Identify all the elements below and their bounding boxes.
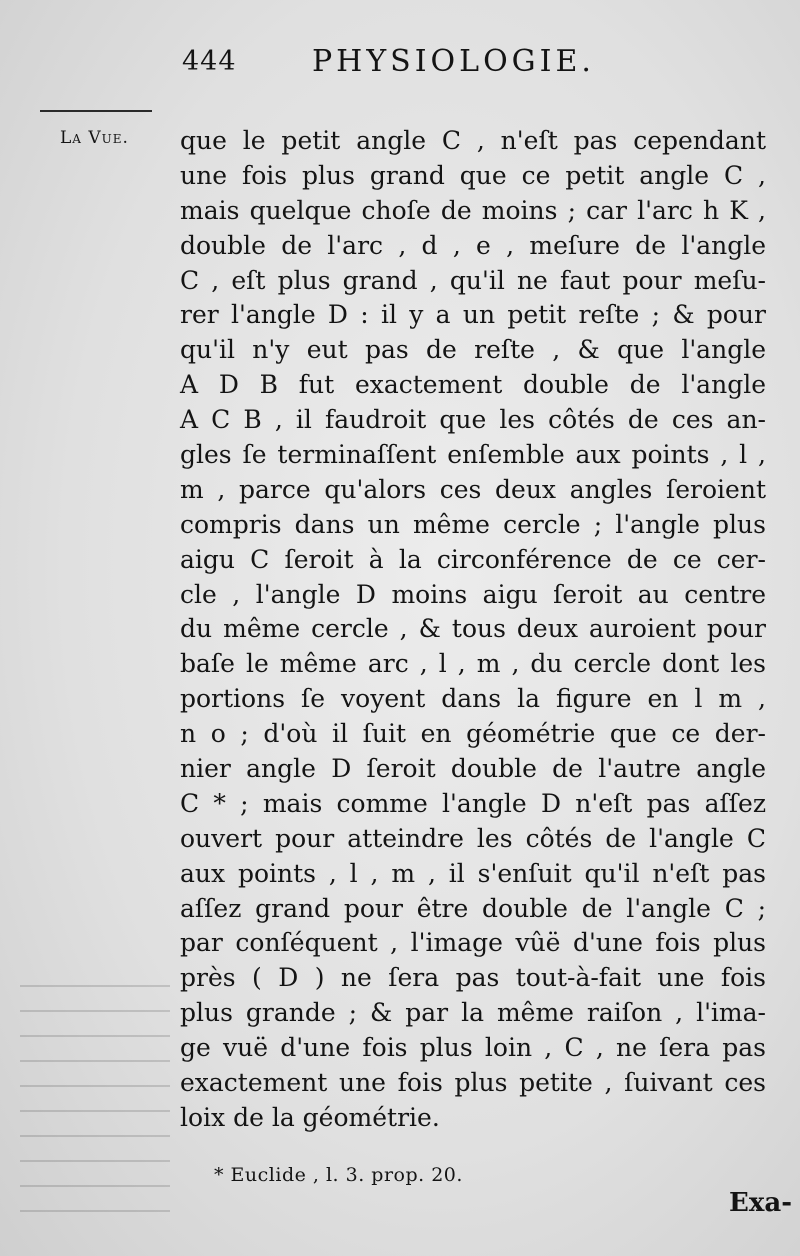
text-line: portions ſe voyent dans la figure en l m , <box>180 684 766 714</box>
text-line: C , eſt plus grand , qu'il ne faut pour meſu- <box>180 265 766 295</box>
page-number: 444 <box>182 46 237 77</box>
text-line: mais quelque choſe de moins ; car l'arc h K , <box>180 195 766 225</box>
text-line: aux points , l , m , il s'enſuit qu'il n'eſt pas <box>180 858 766 888</box>
footnote: * Euclide , l. 3. prop. 20. <box>214 1164 463 1186</box>
text-line: compris dans un même cercle ; l'angle plus <box>180 509 766 539</box>
text-line: près ( D ) ne ſera pas tout-à-fait une fois <box>180 963 766 993</box>
text-line: par conſéquent , l'image vûë d'une fois plus <box>180 928 766 958</box>
text-line: cle , l'angle D moins aigu ſeroit au centre <box>180 579 766 609</box>
text-line: rer l'angle D : il y a un petit reſte ; & pour <box>180 300 766 330</box>
text-line: double de l'arc , d , e , meſure de l'angle <box>180 230 766 260</box>
text-line: gles ſe terminaſſent enſemble aux points , l , <box>180 440 766 470</box>
text-line: aigu C ſeroit à la circonférence de ce cer- <box>180 544 766 574</box>
text-line: A D B fut exactement double de l'angle <box>180 370 766 400</box>
show-through-bleed <box>20 985 170 1215</box>
catchword: Exa- <box>729 1188 792 1218</box>
text-line: aſſez grand pour être double de l'angle C ; <box>180 893 766 923</box>
text-line: baſe le même arc , l , m , du cercle dont les <box>180 649 766 679</box>
text-line: nier angle D ſeroit double de l'autre angle <box>180 754 766 784</box>
text-line: exactement une fois plus petite , ſuivant ces <box>180 1068 766 1098</box>
text-line: ge vuë d'une fois plus loin , C , ne ſera pas <box>180 1033 766 1063</box>
body-text <box>180 124 766 1136</box>
text-line: C * ; mais comme l'angle D n'eſt pas aſſez <box>180 788 766 818</box>
text-line: du même cercle , & tous deux auroient pour <box>180 614 766 644</box>
page-heading: PHYSIOLOGIE. <box>312 44 595 79</box>
text-line: loix de la géométrie. <box>180 1102 440 1132</box>
text-line: une fois plus grand que ce petit angle C , <box>180 160 766 190</box>
text-line: ouvert pour atteindre les côtés de l'angle C <box>180 823 766 853</box>
margin-rule <box>40 110 152 112</box>
text-line: n o ; d'où il ſuit en géométrie que ce der- <box>180 719 766 749</box>
text-line: que le petit angle C , n'eſt pas cependant <box>180 126 766 155</box>
text-line: m , parce qu'alors ces deux angles ſeroient <box>180 474 766 504</box>
text-line: plus grande ; & par la même raiſon , l'ima- <box>180 998 766 1028</box>
margin-note: La Vue. <box>60 128 129 148</box>
running-head <box>182 40 652 84</box>
text-line: A C B , il faudroit que les côtés de ces an- <box>180 405 766 435</box>
text-line: qu'il n'y eut pas de reſte , & que l'angle <box>180 335 766 365</box>
